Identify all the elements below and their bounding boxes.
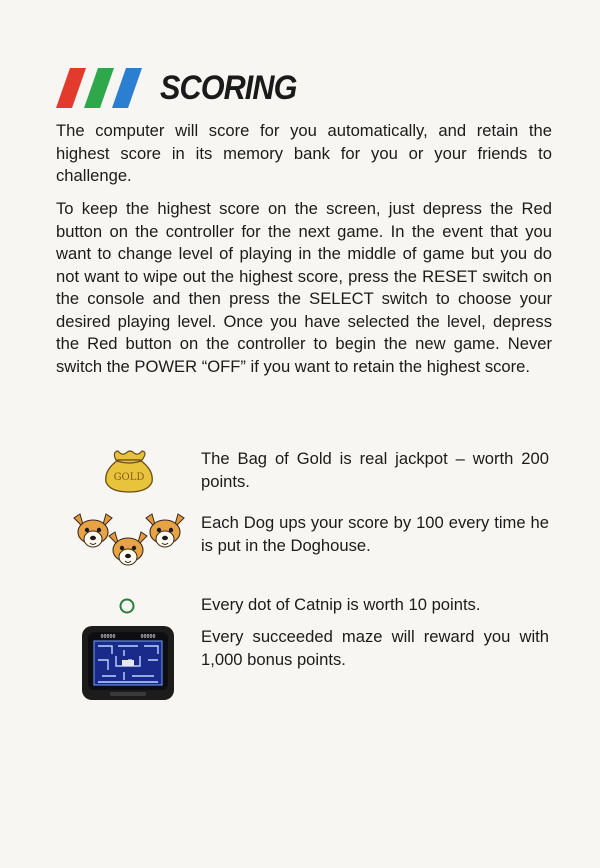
dog-description: Each Dog ups your score by 100 every time he is put in the Doghouse. (201, 513, 549, 555)
paragraph-score-memory: The computer will score for you automatically, and retain the highest score in its memory bank for you or your friends to challenge. (56, 121, 552, 185)
color-stripes-logo (56, 68, 142, 108)
catnip-description: Every dot of Catnip is worth 10 points. (201, 595, 481, 614)
dog-heads-icon (70, 512, 186, 572)
maze-description: Every succeeded maze will reward you with 1,000 bonus points. (201, 627, 549, 669)
svg-text:00000: 00000 (100, 634, 116, 640)
section-header (56, 66, 312, 110)
svg-text:GOLD: GOLD (113, 472, 145, 483)
page-title: SCORING (160, 68, 297, 107)
catnip-dot-icon (118, 597, 136, 615)
gold-bag-icon (100, 448, 158, 494)
gold-description: The Bag of Gold is real jackpot – worth 200 points. (201, 449, 549, 491)
tv-maze-icon (82, 626, 174, 700)
svg-text:00000: 00000 (140, 634, 156, 640)
paragraph-keep-highest-score: To keep the highest score on the screen, just depress the Red button on the controller for the next game. In the event that you want to change level of playing in the middle of game but you do not want to wipe out the highest score, press the RESET switch on the console and then press the SELECT switch to choose your desired playing level. Once you have selected the level, depress the Red button on the controller to begin the new game. Never switch the POWER “OFF” if you want to retain the highest score. (56, 199, 552, 376)
